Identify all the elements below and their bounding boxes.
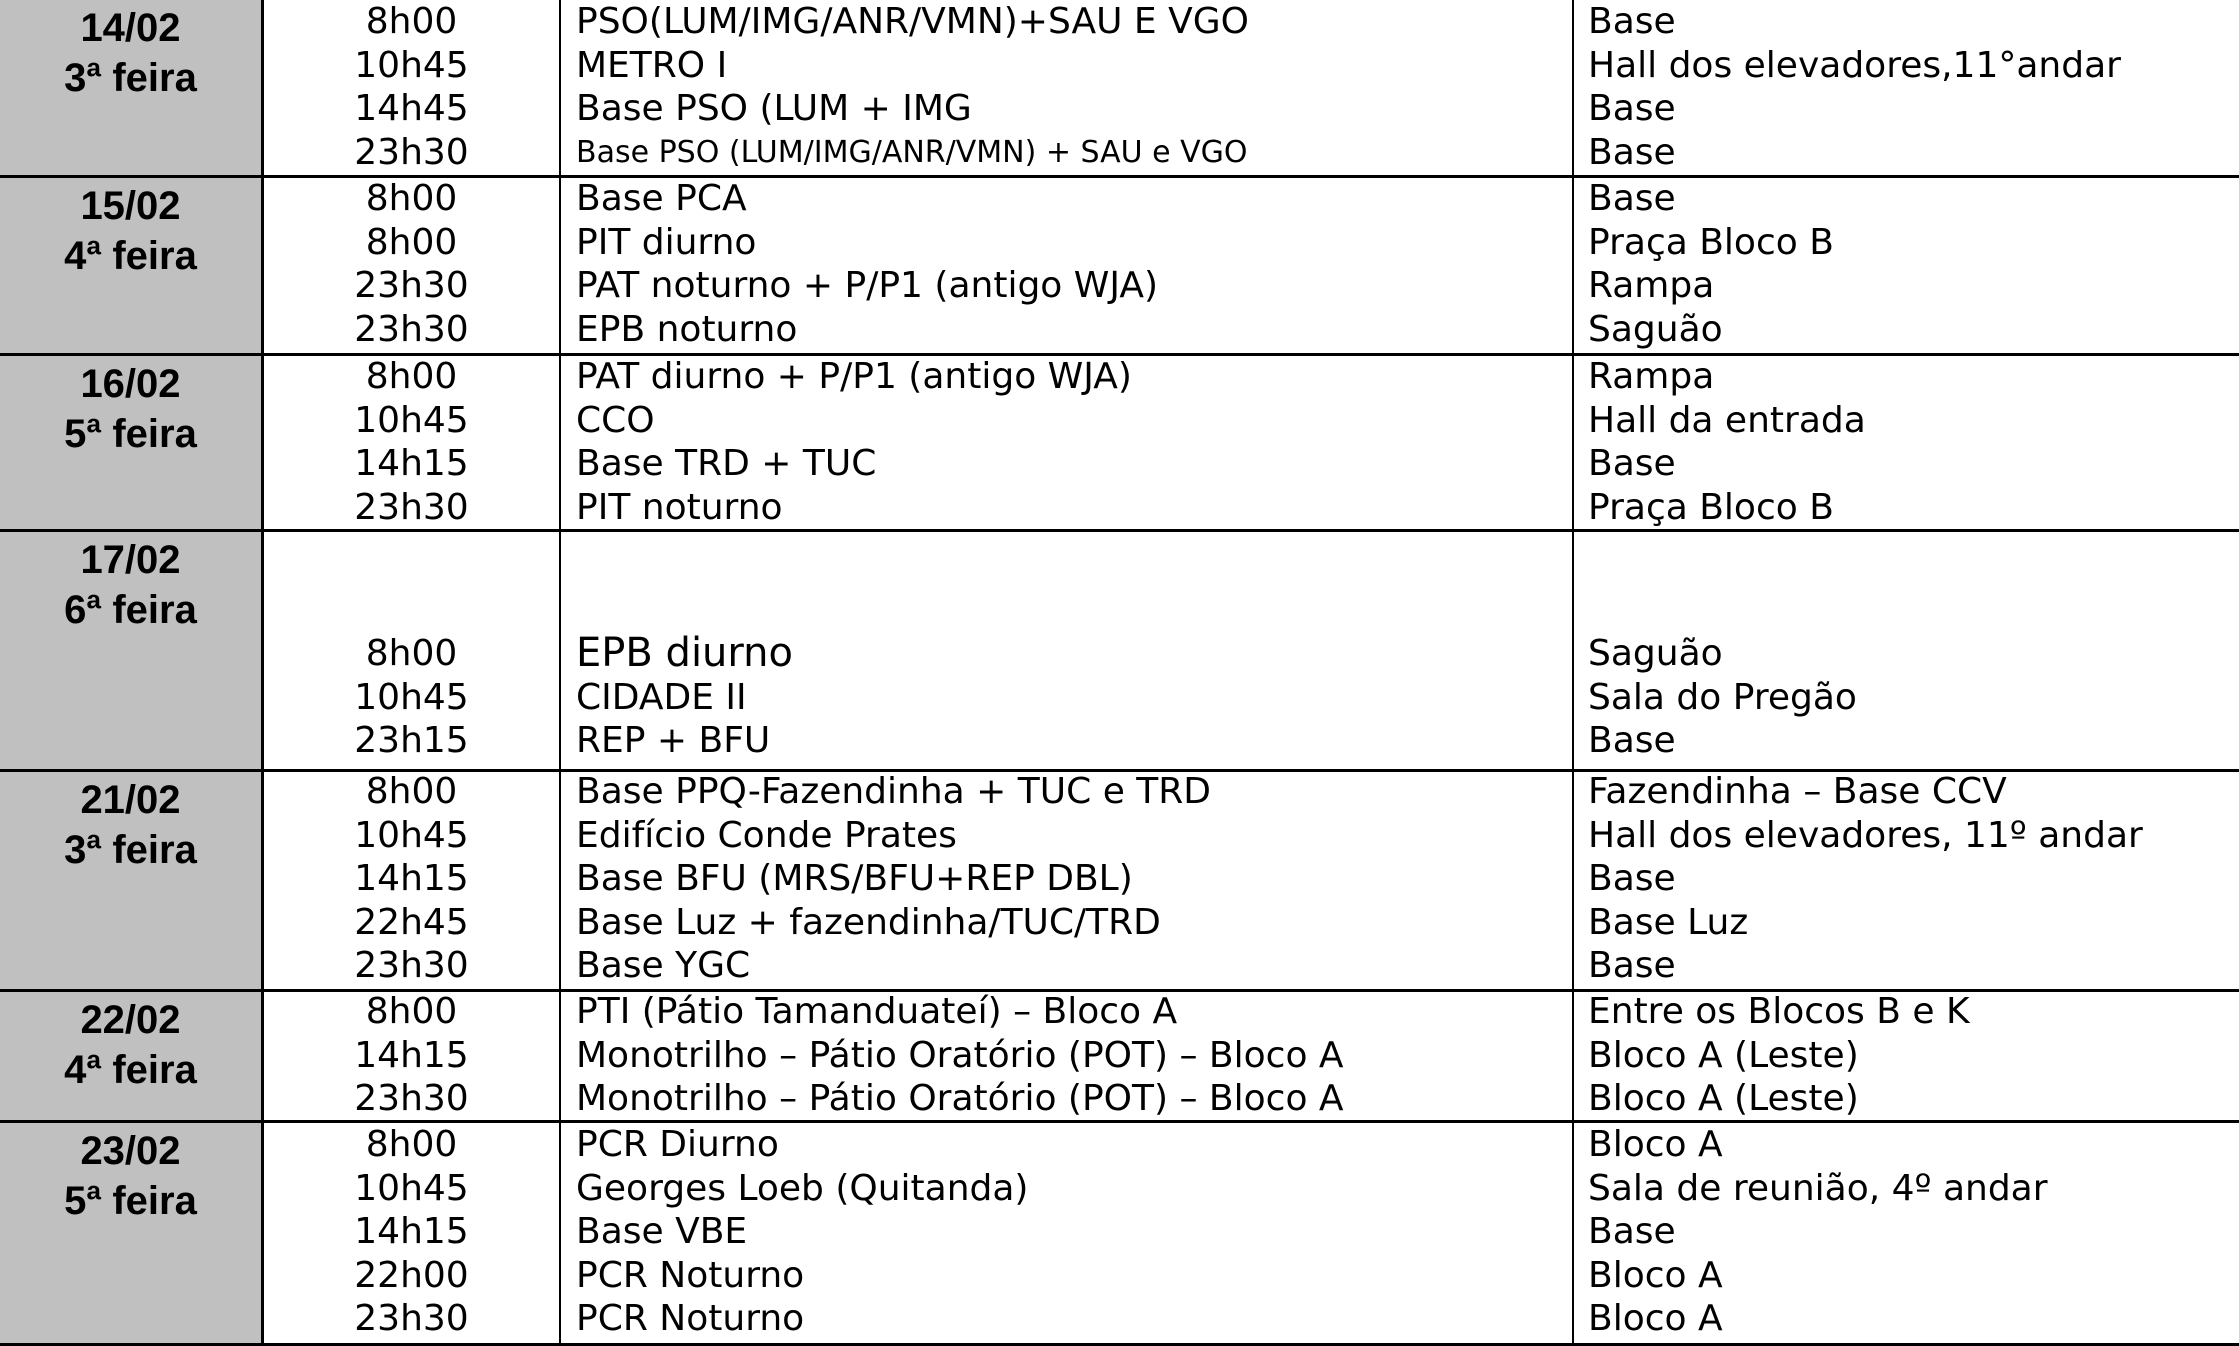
session-activity: Base PCA [576, 178, 747, 219]
table-row [0, 1077, 2239, 1121]
session-activity: Monotrilho – Pátio Oratório (POT) – Bloco A [576, 1034, 1344, 1076]
date-label: 21/02 [80, 778, 181, 822]
day-block [0, 772, 2239, 992]
session-location: Hall dos elevadores,11°andar [1588, 44, 2121, 86]
session-time: 8h00 [365, 771, 458, 812]
day-block [0, 992, 2239, 1123]
day-block [0, 532, 2239, 772]
session-location: Rampa [1588, 356, 1715, 397]
session-time: 22h00 [354, 1254, 469, 1296]
session-activity: PAT diurno + P/P1 (antigo WJA) [576, 356, 1132, 397]
session-time: 8h00 [365, 633, 458, 674]
session-activity: CIDADE II [576, 676, 747, 718]
session-activity: PSO(LUM/IMG/ANR/VMN)+SAU E VGO [576, 1, 1249, 42]
session-activity: Base BFU (MRS/BFU+REP DBL) [576, 858, 1133, 900]
table-row [0, 1034, 2239, 1078]
table-row [0, 442, 2239, 486]
table-row [0, 1297, 2239, 1341]
session-rows [0, 632, 2239, 763]
session-time: 8h00 [365, 1124, 458, 1165]
session-location: Rampa [1588, 265, 1715, 307]
table-row [0, 264, 2239, 308]
session-location: Sala de reunião, 4º andar [1588, 1167, 2048, 1209]
table-row [0, 770, 2239, 814]
table-row [0, 355, 2239, 399]
session-time: 23h15 [354, 720, 469, 762]
session-time: 14h45 [354, 88, 469, 130]
session-activity: REP + BFU [576, 720, 771, 762]
session-location: Hall dos elevadores, 11º andar [1588, 814, 2143, 856]
table-row [0, 901, 2239, 945]
table-row [0, 177, 2239, 221]
session-time: 23h30 [354, 945, 469, 987]
session-time: 10h45 [354, 1167, 469, 1209]
session-time: 23h30 [354, 308, 469, 350]
table-row [0, 221, 2239, 265]
session-location: Bloco A [1588, 1124, 1723, 1165]
session-time: 23h30 [354, 1078, 469, 1120]
session-time: 10h45 [354, 399, 469, 441]
session-location: Base Luz [1588, 901, 1749, 943]
date-label: 17/02 [80, 538, 181, 582]
table-row [0, 44, 2239, 88]
session-location: Sala do Pregão [1588, 676, 1857, 718]
session-location: Praça Bloco B [1588, 221, 1834, 263]
session-activity: Base Luz + fazendinha/TUC/TRD [576, 901, 1161, 943]
session-activity: PTI (Pátio Tamanduateí) – Bloco A [576, 991, 1178, 1032]
session-location: Base [1588, 945, 1676, 987]
table-row [0, 944, 2239, 988]
session-rows [0, 355, 2239, 529]
session-activity: Edifício Conde Prates [576, 814, 957, 856]
session-location: Bloco A (Leste) [1588, 1034, 1859, 1076]
table-row [0, 990, 2239, 1034]
date-label: 16/02 [80, 362, 181, 406]
session-location: Base [1588, 178, 1676, 219]
session-activity: Base PSO (LUM/IMG/ANR/VMN) + SAU e VGO [576, 134, 1248, 170]
session-time: 8h00 [365, 1, 458, 42]
session-location: Hall da entrada [1588, 399, 1866, 441]
session-time: 14h15 [354, 443, 469, 485]
date-label: 22/02 [80, 998, 181, 1042]
session-location: Saguão [1588, 633, 1723, 674]
session-activity: Georges Loeb (Quitanda) [576, 1167, 1029, 1209]
table-row [0, 87, 2239, 131]
session-time: 23h30 [354, 486, 469, 528]
date-label: 14/02 [80, 6, 181, 50]
session-activity: Base YGC [576, 945, 751, 987]
session-location: Entre os Blocos B e K [1588, 991, 1970, 1032]
session-activity: Base PPQ-Fazendinha + TUC e TRD [576, 771, 1212, 812]
date-label: 15/02 [80, 184, 181, 228]
session-activity: PCR Noturno [576, 1298, 805, 1340]
table-row [0, 632, 2239, 676]
session-rows [0, 0, 2239, 174]
table-row [0, 0, 2239, 44]
day-block [0, 356, 2239, 532]
session-location: Fazendinha – Base CCV [1588, 771, 2007, 812]
weekday-label: 3ª feira [64, 56, 197, 100]
session-location: Praça Bloco B [1588, 486, 1834, 528]
session-time: 22h45 [354, 901, 469, 943]
session-activity: METRO I [576, 44, 728, 86]
session-location: Bloco A [1588, 1254, 1723, 1296]
session-time: 10h45 [354, 676, 469, 718]
session-location: Base [1588, 720, 1676, 762]
weekday-label: 3ª feira [64, 828, 197, 872]
session-time: 10h45 [354, 44, 469, 86]
session-activity: PIT diurno [576, 221, 757, 263]
session-rows [0, 770, 2239, 988]
weekday-label: 5ª feira [64, 1179, 197, 1223]
weekday-label: 6ª feira [64, 588, 197, 632]
session-location: Saguão [1588, 308, 1723, 350]
table-row [0, 676, 2239, 720]
day-block [0, 1123, 2239, 1346]
session-time: 8h00 [365, 178, 458, 219]
day-block [0, 178, 2239, 356]
weekday-label: 5ª feira [64, 412, 197, 456]
table-row [0, 131, 2239, 175]
session-activity: PAT noturno + P/P1 (antigo WJA) [576, 265, 1159, 307]
session-time: 8h00 [365, 221, 458, 263]
session-activity: Base TRD + TUC [576, 443, 877, 485]
session-rows [0, 1123, 2239, 1341]
day-block [0, 0, 2239, 178]
session-activity: CCO [576, 399, 655, 441]
session-time: 14h15 [354, 1211, 469, 1253]
weekday-label: 4ª feira [64, 1048, 197, 1092]
session-time: 14h15 [354, 1034, 469, 1076]
session-location: Base [1588, 1211, 1676, 1253]
session-time: 14h15 [354, 858, 469, 900]
session-activity: Base PSO (LUM + IMG [576, 88, 972, 130]
session-time: 23h30 [354, 1298, 469, 1340]
session-activity: PCR Diurno [576, 1124, 779, 1165]
session-rows [0, 177, 2239, 351]
session-location: Base [1588, 88, 1676, 130]
table-row [0, 719, 2239, 763]
session-location: Bloco A (Leste) [1588, 1078, 1859, 1120]
session-activity: EPB diurno [576, 630, 793, 676]
session-activity: Base VBE [576, 1211, 748, 1253]
session-time: 8h00 [365, 991, 458, 1032]
session-time: 23h30 [354, 265, 469, 307]
table-row [0, 814, 2239, 858]
session-activity: PIT noturno [576, 486, 783, 528]
session-location: Base [1588, 131, 1676, 173]
session-time: 10h45 [354, 814, 469, 856]
table-row [0, 857, 2239, 901]
table-row [0, 1254, 2239, 1298]
session-location: Bloco A [1588, 1298, 1723, 1340]
session-location: Base [1588, 858, 1676, 900]
table-row [0, 1167, 2239, 1211]
table-row [0, 1210, 2239, 1254]
table-row [0, 308, 2239, 352]
session-activity: Monotrilho – Pátio Oratório (POT) – Bloco A [576, 1078, 1344, 1120]
session-activity: EPB noturno [576, 308, 798, 350]
table-row [0, 1123, 2239, 1167]
table-row [0, 399, 2239, 443]
session-rows [0, 990, 2239, 1121]
session-time: 23h30 [354, 131, 469, 173]
table-row [0, 486, 2239, 530]
date-label: 23/02 [80, 1129, 181, 1173]
session-activity: PCR Noturno [576, 1254, 805, 1296]
session-location: Base [1588, 1, 1676, 42]
session-location: Base [1588, 443, 1676, 485]
weekday-label: 4ª feira [64, 234, 197, 278]
session-time: 8h00 [365, 356, 458, 397]
